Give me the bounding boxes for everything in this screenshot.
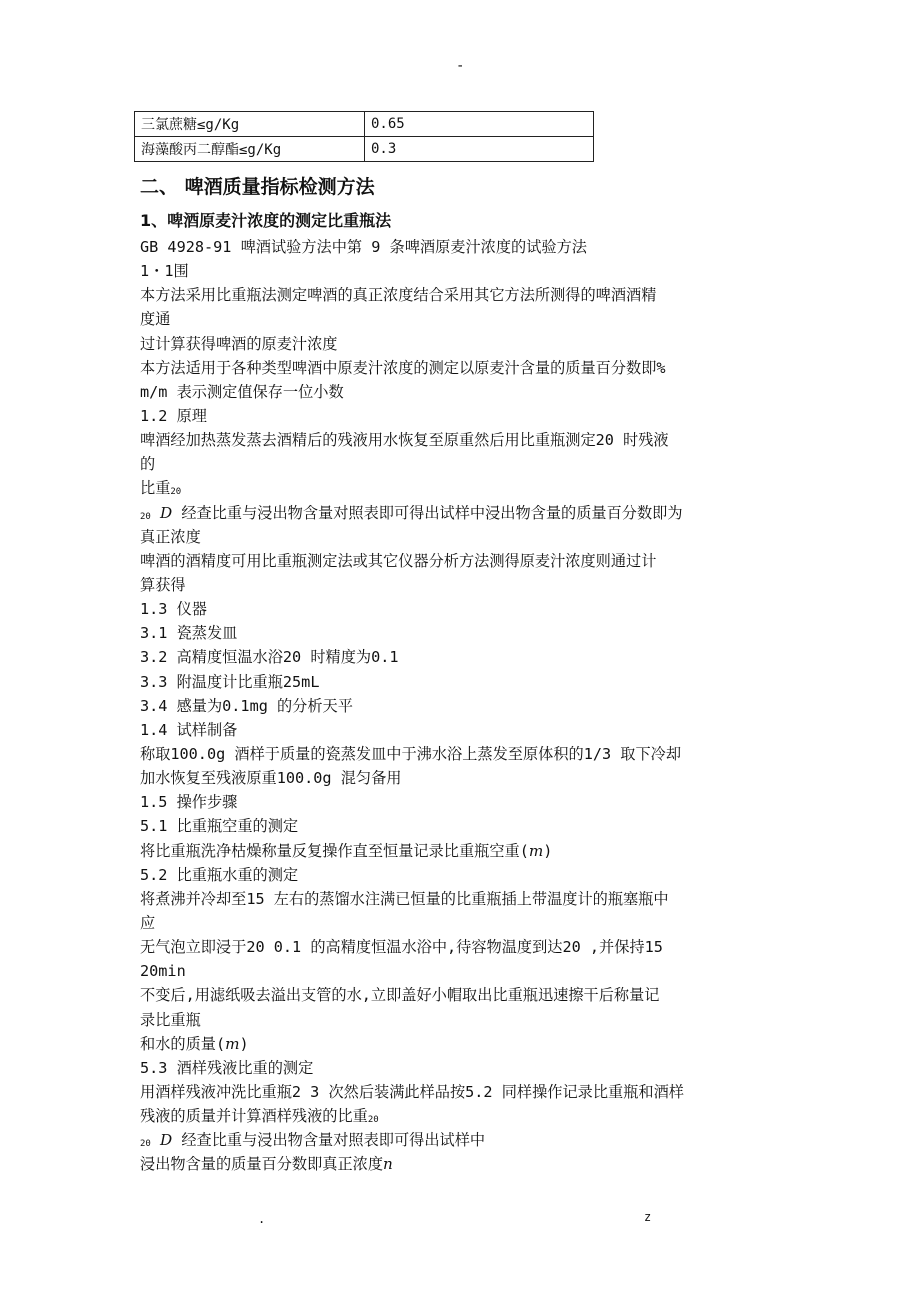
table-row bbox=[135, 137, 594, 162]
text-line: 加水恢复至残液原重100.0g 混匀备用 bbox=[140, 769, 402, 788]
text-fragment: ) bbox=[543, 841, 553, 860]
text-line: 过计算获得啤酒的原麦汁浓度 bbox=[140, 334, 338, 353]
text-line: 1・1围 bbox=[140, 262, 189, 281]
additive-limit-table bbox=[134, 111, 594, 162]
text-fragment: 经查比重与浸出物含量对照表即可得出试样中 bbox=[181, 1131, 486, 1150]
text-line: 3.4 感量为0.1mg 的分析天平 bbox=[140, 696, 353, 715]
text-line bbox=[140, 839, 800, 863]
text-line: GB 4928-91 啤酒试验方法中第 9 条啤酒原麦汁浓度的试验方法 bbox=[140, 238, 587, 256]
footer-right-mark: z bbox=[644, 1210, 652, 1224]
text-line: 不变后,用滤纸吸去溢出支管的水,立即盖好小帽取出比重瓶迅速擦干后称量记 bbox=[140, 986, 660, 1005]
subsection-title: 1、啤酒原麦汁浓度的测定比重瓶法 bbox=[140, 211, 392, 230]
text-line: 录比重瓶 bbox=[140, 1010, 201, 1029]
section-title: 二、 啤酒质量指标检测方法 bbox=[140, 176, 375, 198]
text-line: 1.2 原理 bbox=[140, 406, 207, 425]
header-mark: - bbox=[456, 58, 465, 74]
text-line: 5.2 比重瓶水重的测定 bbox=[140, 865, 299, 884]
text-line: 5.3 酒样残液比重的测定 bbox=[140, 1058, 314, 1077]
text-line: 3.2 高精度恒温水浴20 时精度为0.1 bbox=[140, 648, 399, 667]
text-fragment: 浸出物含量的质量百分数即真正浓度 bbox=[140, 1155, 383, 1174]
table-cell: 三氯蔗糖≤g/Kg bbox=[135, 112, 365, 137]
table-cell: 0.3 bbox=[365, 137, 594, 162]
text-line: 度通 bbox=[140, 310, 171, 329]
text-fragment: 残液的质量并计算酒样残液的比重 bbox=[140, 1107, 368, 1126]
text-line: 1.5 操作步骤 bbox=[140, 793, 238, 812]
text-line: m/m 表示测定值保存一位小数 bbox=[140, 382, 344, 401]
text-line bbox=[140, 476, 800, 500]
text-line bbox=[140, 1104, 800, 1128]
symbol: m bbox=[528, 841, 544, 860]
text-line: 1.3 仪器 bbox=[140, 600, 207, 619]
subscript: 20 bbox=[170, 487, 182, 498]
text-line: 称取100.0g 酒样于质量的瓷蒸发皿中于沸水浴上蒸发至原体积的1/3 取下冷却 bbox=[140, 744, 682, 763]
symbol: m bbox=[225, 1034, 240, 1053]
text-fragment: 和水的质量( bbox=[140, 1034, 226, 1053]
text-line: 3.1 瓷蒸发皿 bbox=[140, 624, 238, 643]
text-line: 5.1 比重瓶空重的测定 bbox=[140, 817, 299, 836]
text-line bbox=[140, 1032, 800, 1056]
text-line: 无气泡立即浸于20 0.1 的高精度恒温水浴中,待容物温度到达20 ,并保持15 bbox=[140, 938, 663, 957]
text-line bbox=[140, 1152, 800, 1176]
text-line: 真正浓度 bbox=[140, 527, 201, 546]
text-line: 啤酒的酒精度可用比重瓶测定法或其它仪器分析方法测得原麦汁浓度则通过计 bbox=[140, 551, 657, 570]
table-cell: 0.65 bbox=[365, 112, 594, 137]
subscript: 20 bbox=[140, 1139, 151, 1150]
text-line: 应 bbox=[140, 913, 156, 932]
text-line: 将煮沸并冷却至15 左右的蒸馏水注满已恒量的比重瓶插上带温度计的瓶塞瓶中 bbox=[140, 889, 669, 908]
text-line bbox=[140, 1128, 800, 1152]
text-fragment: ) bbox=[239, 1034, 249, 1053]
text-fragment: 将比重瓶洗净枯燥称量反复操作直至恒量记录比重瓶空重( bbox=[140, 841, 529, 860]
subscript: 20 bbox=[140, 511, 151, 522]
text-line: 1.4 试样制备 bbox=[140, 720, 238, 739]
symbol: n bbox=[383, 1155, 393, 1174]
text-line: 算获得 bbox=[140, 575, 186, 594]
text-line bbox=[140, 501, 800, 525]
symbol: D bbox=[160, 1131, 173, 1150]
body-text bbox=[140, 235, 800, 1176]
table-cell: 海藻酸丙二醇酯≤g/Kg bbox=[135, 137, 365, 162]
text-line: 用酒样残液冲洗比重瓶2 3 次然后装满此样品按5.2 同样操作记录比重瓶和酒样 bbox=[140, 1082, 684, 1101]
text-line: 啤酒经加热蒸发蒸去酒精后的残液用水恢复至原重然后用比重瓶测定20 时残液 bbox=[140, 431, 669, 450]
subscript: 20 bbox=[367, 1115, 379, 1126]
text-fragment: 经查比重与浸出物含量对照表即可得出试样中浸出物含量的质量百分数即为 bbox=[181, 503, 683, 522]
text-line: 本方法采用比重瓶法测定啤酒的真正浓度结合采用其它方法所测得的啤酒酒精 bbox=[140, 286, 657, 305]
text-line: 的 bbox=[140, 455, 156, 474]
text-line: 20min bbox=[140, 962, 186, 981]
footer-left-mark: . bbox=[258, 1212, 266, 1226]
symbol: D bbox=[160, 503, 173, 522]
text-line: 3.3 附温度计比重瓶25mL bbox=[140, 672, 320, 691]
text-line: 本方法适用于各种类型啤酒中原麦汁浓度的测定以原麦汁含量的质量百分数即% bbox=[140, 358, 666, 377]
table-row bbox=[135, 112, 594, 137]
text-fragment: 比重 bbox=[140, 479, 171, 498]
